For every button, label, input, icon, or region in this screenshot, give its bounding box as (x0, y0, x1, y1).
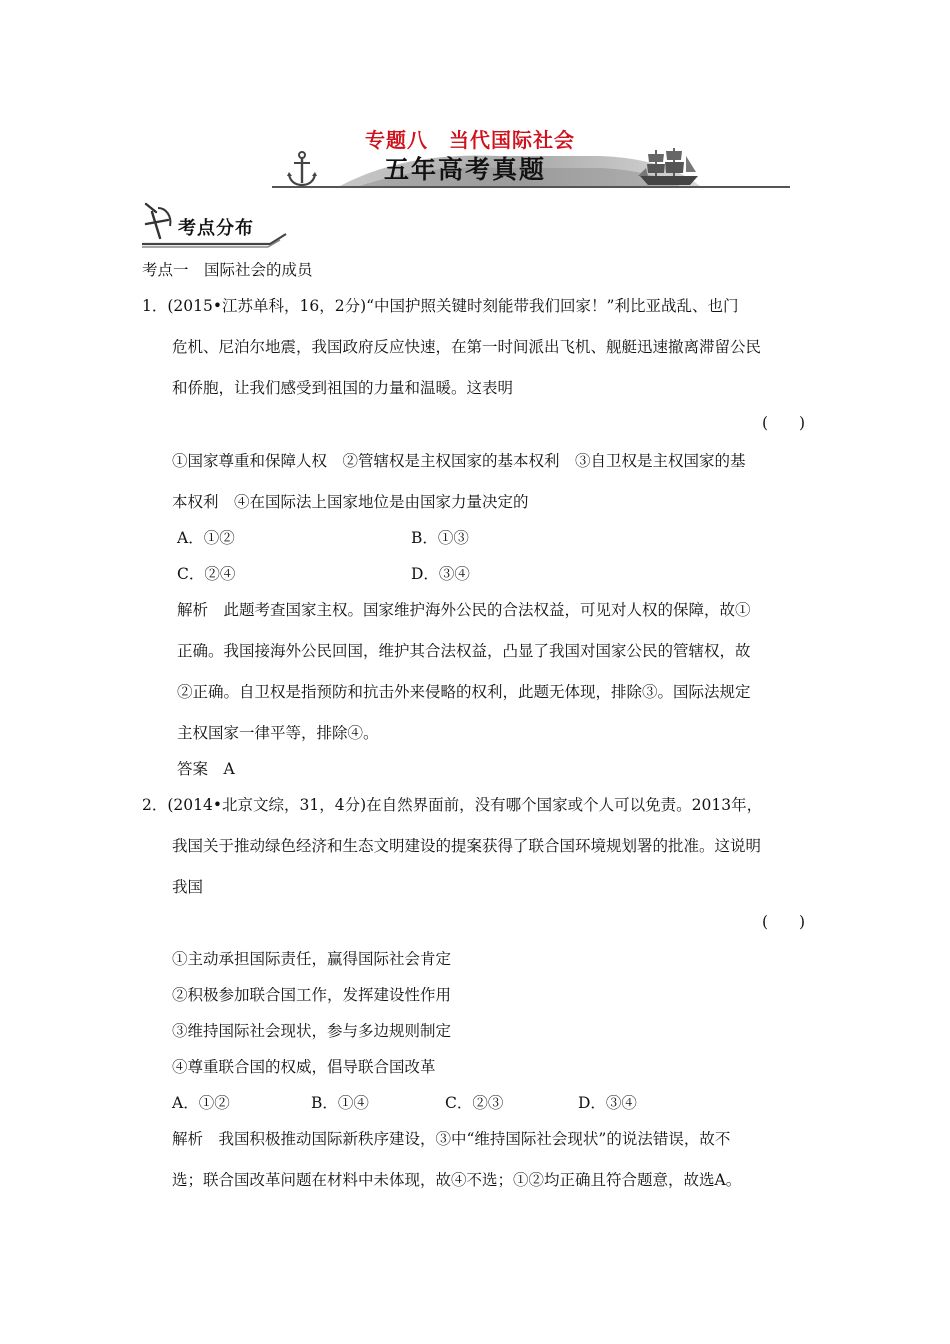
choice-c: C．②④ (177, 565, 236, 583)
question-2-line-3: 我国 (172, 878, 204, 896)
question-1-line-1: 1．(2015•江苏单科，16，2分)“中国护照关键时刻能带我们回家！”利比亚战乱、也门 (142, 297, 739, 315)
question-1-line-2: 危机、尼泊尔地震，我国政府反应快速，在第一时间派出飞机、舰艇迅速撤离滞留公民 (172, 338, 762, 356)
question-1-options-line-2: 本权利 ④在国际法上国家地位是由国家力量决定的 (172, 493, 529, 511)
topic-title: 专题八 当代国际社会 (365, 128, 575, 152)
question-1-options-line-1: ①国家尊重和保障人权 ②管辖权是主权国家的基本权利 ③自卫权是主权国家的基 (172, 452, 746, 470)
choice-d: D．③④ (578, 1094, 637, 1112)
analysis-line-3: ②正确。自卫权是指预防和抗击外来侵略的权利，此题无体现，排除③。国际法规定 (177, 683, 751, 701)
answer-line: 答案 A (177, 760, 235, 778)
choice-a: A．①② (177, 529, 235, 547)
anchor-icon (284, 150, 320, 188)
sailing-ship-icon (636, 146, 702, 188)
option-2: ②积极参加联合国工作，发挥建设性作用 (172, 986, 452, 1004)
option-3: ③维持国际社会现状，参与多边规则制定 (172, 1022, 452, 1040)
analysis-line-2: 正确。我国接海外公民回国，维护其合法权益，凸显了我国对国家公民的管辖权，故 (177, 642, 751, 660)
point-heading: 考点一 国际社会的成员 (142, 261, 313, 279)
choice-a: A．①② (172, 1094, 230, 1112)
banner-title: 五年高考真题 (384, 155, 547, 184)
analysis-line-1: 解析 我国积极推动国际新秩序建设，③中“维持国际社会现状”的说法错误，故不 (172, 1130, 731, 1148)
analysis-line-4: 主权国家一律平等，排除④。 (177, 724, 379, 742)
question-2-line-1: 2．(2014•北京文综，31，4分)在自然界面前，没有哪个国家或个人可以免责。2013年， (142, 796, 763, 814)
analysis-line-1: 解析 此题考查国家主权。国家维护海外公民的合法权益，可见对人权的保障，故① (177, 601, 751, 619)
choice-d: D．③④ (411, 565, 470, 583)
section-heading: 考点分布 (178, 218, 254, 239)
question-2-line-2: 我国关于推动绿色经济和生态文明建设的提案获得了联合国环境规划署的批准。这说明 (172, 837, 762, 855)
option-1: ①主动承担国际责任，赢得国际社会肯定 (172, 950, 452, 968)
answer-bracket: ( ) (762, 414, 806, 432)
choice-c: C．②③ (445, 1094, 504, 1112)
choice-b: B．①③ (411, 529, 469, 547)
choice-b: B．①④ (311, 1094, 369, 1112)
answer-bracket: ( ) (762, 913, 806, 931)
option-4: ④尊重联合国的权威，倡导联合国改革 (172, 1058, 436, 1076)
question-1-line-3: 和侨胞，让我们感受到祖国的力量和温暖。这表明 (172, 379, 514, 397)
analysis-line-2: 选；联合国改革问题在材料中未体现，故④不选；①②均正确且符合题意，故选A。 (172, 1171, 742, 1189)
